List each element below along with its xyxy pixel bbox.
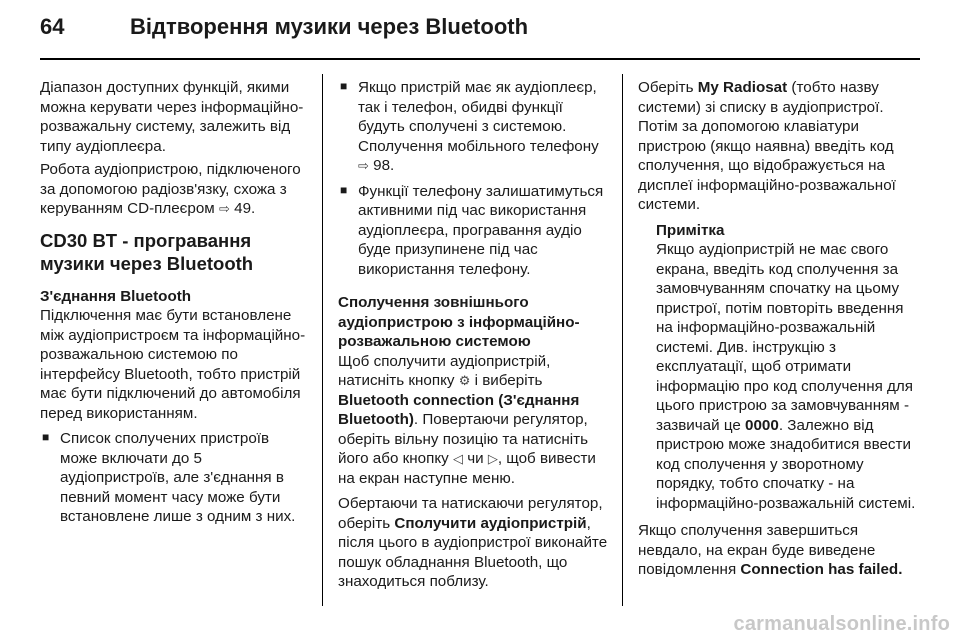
- bullet-item: ■ Функції телефону залишатимуться активними під час використання аудіоплеєра, програвання аудіо буде призупинене під час використання телефону.: [338, 182, 608, 280]
- bullet-item: ■ Якщо пристрій має як аудіоплеєр, так і телефон, обидві функції будуть сполучені з системою. Сполучення мобільного телефону ⇨ 98.: [338, 78, 608, 176]
- paragraph: Діапазон доступних функцій, якими можна керувати через інформаційно-розважальну систему, залежить від типу аудіоплеєра.: [40, 79, 304, 155]
- reference-arrow-icon: ⇨: [358, 158, 369, 173]
- page-header: [40, 14, 920, 52]
- paragraph: Щоб сполучити аудіопристрій, натисніть кнопку ⚙ і виберіть Bluetooth connection (З'єднання Bluetooth). Повертаючи регулятор, оберіть вільну позицію та натисніть його або кнопку ◁ чи ▷, щоб вивести на екран наступне меню.: [338, 352, 596, 487]
- section-heading: CD30 BT - програвання музики через Bluetooth: [40, 229, 254, 274]
- reference-arrow-icon: ⇨: [218, 201, 230, 216]
- paragraph: Якщо сполучення завершиться невдало, на екран буде виведене повідомлення Connection has failed.: [638, 522, 903, 578]
- page-title: Відтворення музики через Bluetooth: [130, 14, 529, 39]
- note-box: [656, 221, 922, 514]
- page-number: 64: [40, 14, 65, 39]
- page-reference[interactable]: 98.: [373, 157, 395, 174]
- paragraph: Робота аудіопристрою, підключеного за допомогою радіозв'язку, схожа з керуванням CD-плеєром ⇨ 49.: [40, 161, 301, 217]
- paragraph: Підключення має бути встановлене між аудіопристроєм та інформаційно-розважальною системою по інтерфейсу Bluetooth, тобто пристрій має бути підключений до автомобіля перед використанням.: [40, 307, 306, 422]
- page-reference[interactable]: 49.: [234, 200, 256, 217]
- header-rule: [40, 58, 920, 60]
- column-divider-1: [322, 74, 323, 606]
- column-1: [40, 78, 308, 531]
- column-3: [638, 78, 922, 584]
- config-key-icon: ⚙: [458, 373, 471, 388]
- paragraph: Обертаючи та натискаючи регулятор, оберіть Сполучити аудіопристрій, після цього в аудіопристрої виконайте пошук обладнання Bluetooth, що знаходиться поблизу.: [338, 495, 608, 590]
- column-divider-2: [622, 74, 623, 606]
- right-key-icon: ▷: [487, 451, 498, 466]
- subsection-heading: З'єднання Bluetooth: [40, 287, 192, 305]
- paragraph: Оберіть My Radiosat (тобто назву системи) зі списку в аудіопристрої. Потім за допомогою клавіатури пристрою (якщо наявна) введіть код сполучення, що відображується на дисплеї інформаційно-розважальної системи.: [638, 79, 896, 213]
- note-title: Примітка: [656, 221, 725, 239]
- subsection-heading: Сполучення зовнішнього аудіопристрою з інформаційно-розважальною системою: [338, 294, 580, 350]
- watermark: carmanualsonline.info: [733, 613, 950, 635]
- bullet-item: ■ Список сполучених пристроїв може включати до 5 аудіопристроїв, але з'єднання в певний момент часу може бути встановлене лише з одним з них.: [40, 429, 308, 527]
- column-2: [338, 78, 608, 596]
- left-key-icon: ◁: [452, 451, 463, 466]
- note-body: Якщо аудіопристрій не має свого екрана, введіть код сполучення за замовчуванням спочатку на цьому пристрої, потім повторіть введення на інформаційно-розважальній системі. Див. інструкцію з експлуатації, щоб отримати інформацію про код сполучення для цього пристрою за замовчуванням - зазвичай це 0000. Залежно від пристрою може знадобитися ввести код сполучення у зворотному порядку, тобто спочатку - на інформаційно-розважальній системі.: [656, 241, 916, 512]
